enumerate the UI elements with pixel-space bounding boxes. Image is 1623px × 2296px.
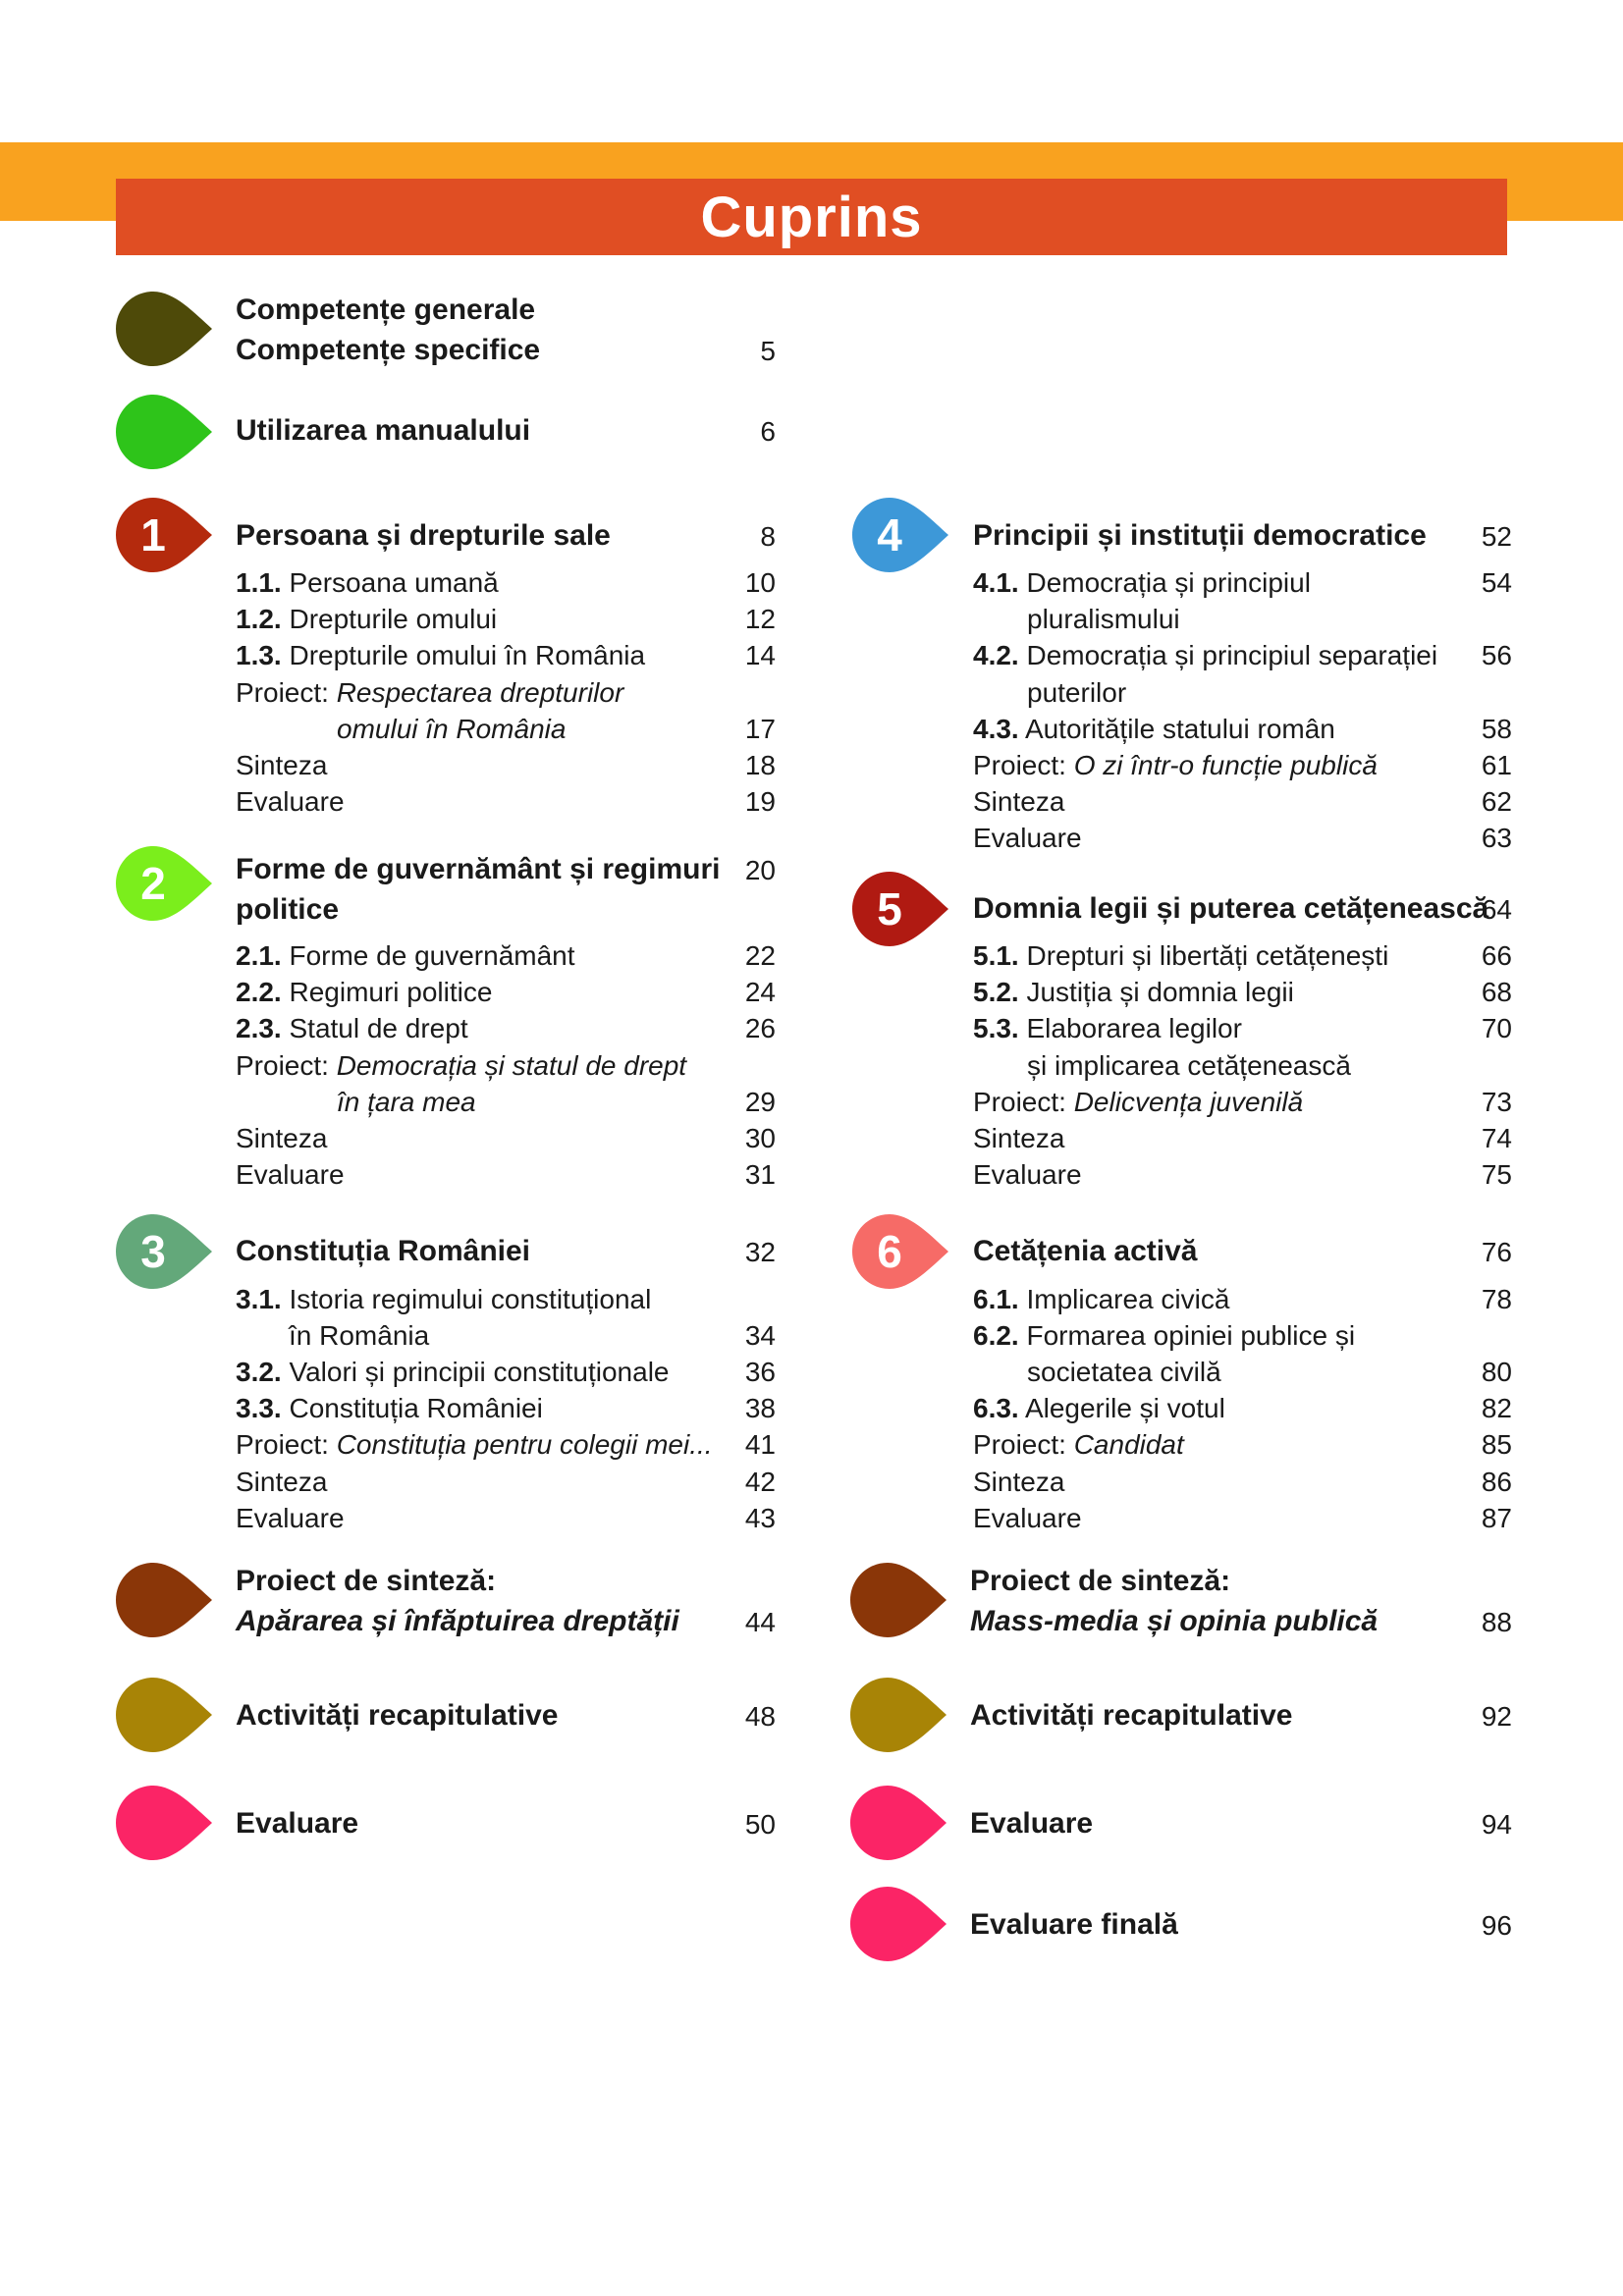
unit-4-title[interactable]: Principii și instituții democratice bbox=[973, 519, 1427, 552]
lesson-6-2[interactable]: 6.2. Formarea opiniei publice și bbox=[973, 1320, 1356, 1351]
unit-6-number: 6 bbox=[877, 1226, 902, 1277]
lesson-1-3[interactable]: 1.3. Drepturile omului în România bbox=[236, 640, 646, 670]
lesson-6-2-page: 80 bbox=[1481, 1357, 1512, 1387]
lesson-4-1[interactable]: 4.1. Democrația și principiul bbox=[973, 567, 1311, 598]
proiect-sinteza-left-page: 44 bbox=[744, 1607, 776, 1637]
evaluare-6-page: 87 bbox=[1481, 1503, 1512, 1533]
sinteza-4-page: 62 bbox=[1481, 786, 1512, 817]
evaluare-finala-marker-icon bbox=[850, 1887, 947, 1961]
unit-3-page: 32 bbox=[744, 1237, 776, 1267]
sinteza-6[interactable]: Sinteza bbox=[973, 1467, 1065, 1497]
lesson-3-1[interactable]: 3.1. Istoria regimului constituțional bbox=[236, 1284, 652, 1314]
lesson-5-3[interactable]: 5.3. Elaborarea legilor bbox=[973, 1013, 1242, 1043]
lesson-4-3-page: 58 bbox=[1481, 714, 1512, 744]
project-3-page: 41 bbox=[744, 1429, 776, 1460]
evaluare-4-page: 63 bbox=[1481, 823, 1512, 853]
lesson-3-1-page: 34 bbox=[744, 1320, 776, 1351]
project-1-page: 17 bbox=[744, 714, 776, 744]
project-6-page: 85 bbox=[1481, 1429, 1512, 1460]
proiect-sinteza-left-marker-icon bbox=[116, 1563, 212, 1637]
unit-6-marker-icon bbox=[852, 1214, 948, 1289]
unit-5-title[interactable]: Domnia legii și puterea cetățenească bbox=[973, 892, 1489, 925]
lesson-4-3[interactable]: 4.3. Autoritățile statului român bbox=[973, 714, 1335, 744]
title-bar bbox=[116, 179, 1507, 255]
project-5[interactable]: Proiect: Delicvența juvenilă bbox=[973, 1087, 1304, 1117]
lesson-4-2-page: 56 bbox=[1481, 640, 1512, 670]
proiect-sinteza-right-title[interactable]: Mass-media și opinia publică bbox=[970, 1605, 1379, 1637]
project-2-page: 29 bbox=[744, 1087, 776, 1117]
project-3[interactable]: Proiect: Constituția pentru colegii mei... bbox=[236, 1429, 713, 1460]
sinteza-2-page: 30 bbox=[744, 1123, 776, 1153]
project-4-page: 61 bbox=[1481, 750, 1512, 780]
sinteza-3-page: 42 bbox=[744, 1467, 776, 1497]
evaluare-right[interactable]: Evaluare bbox=[970, 1807, 1094, 1840]
lesson-5-1-page: 66 bbox=[1481, 940, 1512, 971]
lesson-3-2[interactable]: 3.2. Valori și principii constituționale bbox=[236, 1357, 670, 1387]
sinteza-3[interactable]: Sinteza bbox=[236, 1467, 328, 1497]
sinteza-6-page: 86 bbox=[1481, 1467, 1512, 1497]
competente-generale[interactable]: Competențe generale bbox=[236, 294, 536, 326]
lesson-6-1-page: 78 bbox=[1481, 1284, 1512, 1314]
evaluare-finala-page: 96 bbox=[1481, 1910, 1512, 1941]
lesson-1-1-page: 10 bbox=[744, 567, 776, 598]
lesson-2-1-page: 22 bbox=[744, 940, 776, 971]
proiect-sinteza-left-label[interactable]: Proiect de sinteză: bbox=[236, 1565, 497, 1597]
lesson-2-1[interactable]: 2.1. Forme de guvernământ bbox=[236, 940, 575, 971]
sinteza-2[interactable]: Sinteza bbox=[236, 1123, 328, 1153]
sinteza-4[interactable]: Sinteza bbox=[973, 786, 1065, 817]
unit-5-page: 64 bbox=[1481, 894, 1512, 925]
competente-specifice[interactable]: Competențe specifice bbox=[236, 334, 541, 366]
lesson-6-3-page: 82 bbox=[1481, 1393, 1512, 1423]
sinteza-1-page: 18 bbox=[744, 750, 776, 780]
unit-1-number: 1 bbox=[140, 509, 166, 561]
lesson-5-2[interactable]: 5.2. Justiția și domnia legii bbox=[973, 977, 1294, 1007]
evaluare-left[interactable]: Evaluare bbox=[236, 1807, 359, 1840]
evaluare-2[interactable]: Evaluare bbox=[236, 1159, 345, 1190]
unit-2-number: 2 bbox=[140, 858, 166, 909]
unit-1-marker-icon bbox=[116, 498, 212, 572]
activitati-right[interactable]: Activități recapitulative bbox=[970, 1699, 1293, 1732]
proiect-sinteza-right-label[interactable]: Proiect de sinteză: bbox=[970, 1565, 1231, 1597]
lesson-5-2-page: 68 bbox=[1481, 977, 1512, 1007]
unit-4-number: 4 bbox=[877, 509, 902, 561]
lesson-4-2-line2[interactable]: puterilor bbox=[1027, 677, 1127, 708]
sinteza-5-page: 74 bbox=[1481, 1123, 1512, 1153]
lesson-3-1-line2[interactable]: în România bbox=[289, 1320, 430, 1351]
unit-5-marker-icon bbox=[852, 872, 948, 946]
project-2-line2[interactable]: în țara mea bbox=[337, 1087, 476, 1117]
activitati-left-marker-icon bbox=[116, 1678, 212, 1752]
lesson-2-2[interactable]: 2.2. Regimuri politice bbox=[236, 977, 493, 1007]
project-5-page: 73 bbox=[1481, 1087, 1512, 1117]
evaluare-5[interactable]: Evaluare bbox=[973, 1159, 1082, 1190]
competente-page: 5 bbox=[760, 336, 776, 366]
project-2[interactable]: Proiect: Democrația și statul de drept bbox=[236, 1050, 687, 1081]
evaluare-right-page: 94 bbox=[1481, 1809, 1512, 1840]
evaluare-right-marker-icon bbox=[850, 1786, 947, 1860]
sinteza-5[interactable]: Sinteza bbox=[973, 1123, 1065, 1153]
unit-2-title[interactable]: Forme de guvernământ și regimuri bbox=[236, 853, 721, 885]
competente-marker-icon bbox=[116, 292, 212, 366]
utilizare-marker-icon bbox=[116, 395, 212, 469]
lesson-1-1[interactable]: 1.1. Persoana umană bbox=[236, 567, 499, 598]
project-1[interactable]: Proiect: Respectarea drepturilor bbox=[236, 677, 624, 708]
lesson-5-3-line2[interactable]: și implicarea cetățenească bbox=[1027, 1050, 1351, 1081]
evaluare-left-marker-icon bbox=[116, 1786, 212, 1860]
lesson-4-1-page: 54 bbox=[1481, 567, 1512, 598]
evaluare-5-page: 75 bbox=[1481, 1159, 1512, 1190]
activitati-right-page: 92 bbox=[1481, 1701, 1512, 1732]
lesson-5-1[interactable]: 5.1. Drepturi și libertăți cetățenești bbox=[973, 940, 1389, 971]
evaluare-1[interactable]: Evaluare bbox=[236, 786, 345, 817]
unit-4-marker-icon bbox=[852, 498, 948, 572]
sinteza-1[interactable]: Sinteza bbox=[236, 750, 328, 780]
proiect-sinteza-left-title[interactable]: Apărarea și înfăptuirea dreptății bbox=[236, 1605, 679, 1637]
lesson-3-3-page: 38 bbox=[744, 1393, 776, 1423]
evaluare-3[interactable]: Evaluare bbox=[236, 1503, 345, 1533]
unit-5-number: 5 bbox=[877, 883, 902, 934]
lesson-3-3[interactable]: 3.3. Constituția României bbox=[236, 1393, 543, 1423]
proiect-sinteza-right-marker-icon bbox=[850, 1563, 947, 1637]
evaluare-left-page: 50 bbox=[744, 1809, 776, 1840]
lesson-1-2[interactable]: 1.2. Drepturile omului bbox=[236, 604, 498, 634]
unit-2-page: 20 bbox=[744, 855, 776, 885]
unit-2-marker-icon bbox=[116, 846, 212, 921]
project-1-line2[interactable]: omului în România bbox=[337, 714, 567, 744]
activitati-left-page: 48 bbox=[744, 1701, 776, 1732]
activitati-left[interactable]: Activități recapitulative bbox=[236, 1699, 559, 1732]
lesson-2-2-page: 24 bbox=[744, 977, 776, 1007]
lesson-2-3[interactable]: 2.3. Statul de drept bbox=[236, 1013, 468, 1043]
unit-6-page: 76 bbox=[1481, 1237, 1512, 1267]
lesson-2-3-page: 26 bbox=[744, 1013, 776, 1043]
lesson-1-3-page: 14 bbox=[744, 640, 776, 670]
project-4[interactable]: Proiect: O zi într-o funcție publică bbox=[973, 750, 1378, 780]
evaluare-3-page: 43 bbox=[744, 1503, 776, 1533]
proiect-sinteza-right-page: 88 bbox=[1481, 1607, 1512, 1637]
lesson-6-3[interactable]: 6.3. Alegerile și votul bbox=[973, 1393, 1225, 1423]
unit-3-number: 3 bbox=[140, 1226, 166, 1277]
project-6[interactable]: Proiect: Candidat bbox=[973, 1429, 1184, 1460]
evaluare-1-page: 19 bbox=[744, 786, 776, 817]
page-title: Cuprins bbox=[700, 185, 923, 249]
lesson-4-2[interactable]: 4.2. Democrația și principiul separației bbox=[973, 640, 1438, 670]
unit-1-title[interactable]: Persoana și drepturile sale bbox=[236, 519, 611, 552]
utilizare-page: 6 bbox=[760, 416, 776, 447]
lesson-6-2-line2[interactable]: societatea civilă bbox=[1027, 1357, 1221, 1387]
lesson-6-1[interactable]: 6.1. Implicarea civică bbox=[973, 1284, 1230, 1314]
lesson-4-1-line2[interactable]: pluralismului bbox=[1027, 604, 1180, 634]
evaluare-finala[interactable]: Evaluare finală bbox=[970, 1908, 1178, 1941]
unit-4-page: 52 bbox=[1481, 521, 1512, 552]
unit-3-marker-icon bbox=[116, 1214, 212, 1289]
activitati-right-marker-icon bbox=[850, 1678, 947, 1752]
evaluare-2-page: 31 bbox=[744, 1159, 776, 1190]
evaluare-4[interactable]: Evaluare bbox=[973, 823, 1082, 853]
lesson-1-2-page: 12 bbox=[744, 604, 776, 634]
unit-2-title-line2[interactable]: politice bbox=[236, 893, 340, 926]
evaluare-6[interactable]: Evaluare bbox=[973, 1503, 1082, 1533]
unit-1-page: 8 bbox=[760, 521, 776, 552]
lesson-5-3-page: 70 bbox=[1481, 1013, 1512, 1043]
lesson-3-2-page: 36 bbox=[744, 1357, 776, 1387]
utilizare-manualului[interactable]: Utilizarea manualului bbox=[236, 414, 531, 447]
unit-6-title[interactable]: Cetățenia activă bbox=[973, 1235, 1198, 1267]
unit-3-title[interactable]: Constituția României bbox=[236, 1235, 531, 1267]
